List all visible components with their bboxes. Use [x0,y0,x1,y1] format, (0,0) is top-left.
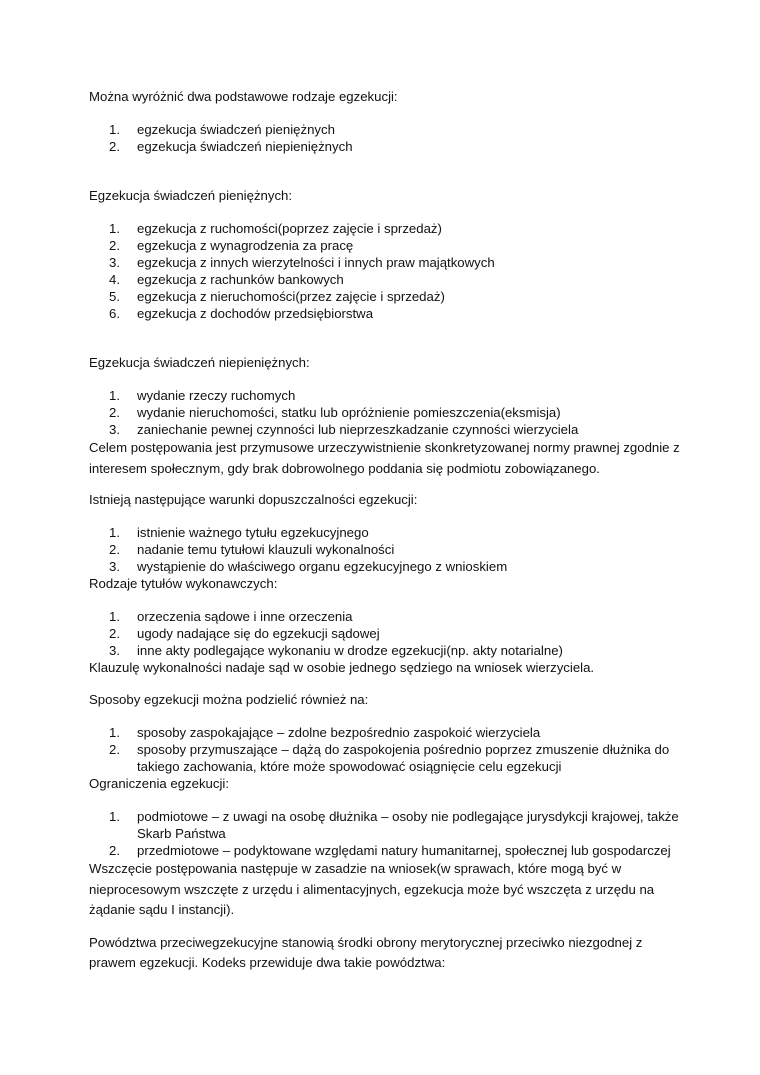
list-item [89,237,680,254]
list-item [89,642,680,659]
list-item [89,387,680,404]
list-item [89,625,680,642]
list-number: 1. [109,122,120,137]
list-number: 1. [109,725,120,740]
titles-list [89,608,680,659]
list-number: 2. [109,626,120,641]
nonmoney-heading: Egzekucja świadczeń niepieniężnych: [89,355,310,370]
list-item [89,541,680,558]
list-number: 3. [109,422,120,437]
list-number: 3. [109,559,120,574]
list-number: 2. [109,742,120,757]
list-item-text: sposoby przymuszające – dążą do zaspokojenia pośrednio poprzez zmuszenie dłużnika do takiego zachowania, które może spowodować osiągnięcie celu egzekucji [137,742,670,774]
methods-heading: Sposoby egzekucji można podzielić również na: [89,692,369,707]
list-item-text: wystąpienie do właściwego organu egzekucyjnego z wnioskiem [137,559,508,574]
list-item-text: egzekucja z nieruchomości(przez zajęcie i sprzedaż) [137,289,445,304]
list-item-text: egzekucja z dochodów przedsiębiorstwa [137,306,374,321]
money-list [89,220,680,322]
list-item [89,220,680,237]
list-item [89,608,680,625]
conditions-heading: Istnieją następujące warunki dopuszczalności egzekucji: [89,492,418,507]
list-item [89,724,680,741]
list-item-text: wydanie rzeczy ruchomych [137,388,296,403]
titles-heading: Rodzaje tytułów wykonawczych: [89,576,278,591]
initiation-paragraph: Wszczęcie postępowania następuje w zasadzie na wniosek(w sprawach, które mogą być w nieprocesowym wszczęte z urzędu i alimentacyjnych, egzekucja może być wszczęta z urzędu na żądanie sądu I instancji). [89,861,655,917]
list-number: 2. [109,238,120,253]
money-heading: Egzekucja świadczeń pieniężnych: [89,188,293,203]
list-item [89,404,680,421]
list-number: 1. [109,388,120,403]
list-item-text: zaniechanie pewnej czynności lub nieprzeszkadzanie czynności wierzyciela [137,422,579,437]
proceedings-goal-paragraph: Celem postępowania jest przymusowe urzeczywistnienie skonkretyzowanej normy prawnej zgodnie z interesem społecznym, gdy brak dobrowolnego poddania się podmiotu zobowiązanego. [89,440,680,476]
list-item [89,808,680,842]
nonmoney-list [89,387,680,438]
list-item [89,138,680,155]
list-item-text: inne akty podlegające wykonaniu w drodze egzekucji(np. akty notarialne) [137,643,563,658]
list-item [89,271,680,288]
list-item [89,288,680,305]
methods-list [89,724,680,775]
list-item [89,524,680,541]
list-number: 3. [109,255,120,270]
list-number: 5. [109,289,120,304]
list-item-text: podmiotowe – z uwagi na osobę dłużnika – osoby nie podlegające jurysdykcji krajowej, także Skarb Państwa [137,809,679,841]
list-number: 2. [109,139,120,154]
limits-heading: Ograniczenia egzekucji: [89,776,230,791]
intro-text: Można wyróżnić dwa podstawowe rodzaje egzekucji: [89,89,398,104]
list-item-text: orzeczenia sądowe i inne orzeczenia [137,609,353,624]
list-number: 1. [109,809,120,824]
list-item-text: nadanie temu tytułowi klauzuli wykonalności [137,542,395,557]
list-item-text: egzekucja świadczeń niepieniężnych [137,139,353,154]
list-item [89,121,680,138]
list-number: 2. [109,843,120,858]
list-item-text: egzekucja z rachunków bankowych [137,272,344,287]
list-number: 4. [109,272,120,287]
list-item-text: egzekucja z innych wierzytelności i innych praw majątkowych [137,255,495,270]
list-item [89,305,680,322]
list-item-text: egzekucja z ruchomości(poprzez zajęcie i sprzedaż) [137,221,442,236]
list-number: 6. [109,306,120,321]
list-item-text: egzekucja świadczeń pieniężnych [137,122,335,137]
list-number: 3. [109,643,120,658]
counter-actions-paragraph: Powództwa przeciwegzekucyjne stanowią środki obrony merytorycznej przeciwko niezgodnej z prawem egzekucji. Kodeks przewiduje dwa takie powództwa: [89,934,643,970]
list-number: 2. [109,405,120,420]
list-number: 1. [109,609,120,624]
list-item-text: przedmiotowe – podyktowane względami natury humanitarnej, społecznej lub gospodarczej [137,843,671,858]
list-item-text: ugody nadające się do egzekucji sądowej [137,626,380,641]
list-item [89,842,680,859]
list-item [89,741,680,775]
list-item-text: sposoby zaspokajające – zdolne bezpośrednio zaspokoić wierzyciela [137,725,541,740]
list-item-text: egzekucja z wynagrodzenia za pracę [137,238,354,253]
list-item [89,421,680,438]
list-item-text: wydanie nieruchomości, statku lub opróżnienie pomieszczenia(eksmisja) [137,405,561,420]
list-number: 2. [109,542,120,557]
clause-note: Klauzulę wykonalności nadaje sąd w osobie jednego sędziego na wniosek wierzyciela. [89,660,595,675]
list-item [89,254,680,271]
list-item-text: istnienie ważnego tytułu egzekucyjnego [137,525,369,540]
conditions-list [89,524,680,575]
list-number: 1. [109,221,120,236]
intro-list [89,121,680,155]
list-item [89,558,680,575]
list-number: 1. [109,525,120,540]
limits-list [89,808,680,859]
